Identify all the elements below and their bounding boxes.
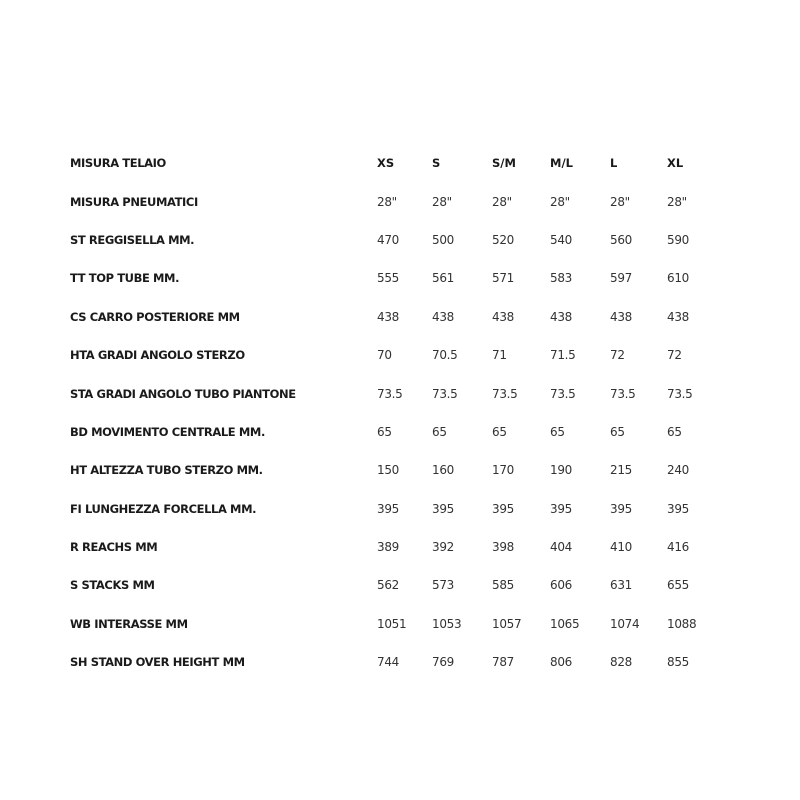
row-label: R REACHS MM xyxy=(70,540,158,555)
cell-value: 1088 xyxy=(667,616,697,631)
cell-value: 573 xyxy=(432,578,455,593)
cell-value: 438 xyxy=(550,309,573,324)
cell-value: 1053 xyxy=(432,616,462,631)
row-label: TT TOP TUBE MM. xyxy=(70,271,180,286)
cell-value: 395 xyxy=(492,501,515,516)
cell-value: 65 xyxy=(492,424,507,439)
cell-value: 73.5 xyxy=(550,386,576,401)
row-label: CS CARRO POSTERIORE MM xyxy=(70,309,240,324)
table-row xyxy=(70,413,750,451)
cell-value: 438 xyxy=(492,309,515,324)
row-label: MISURA PNEUMATICI xyxy=(70,194,198,209)
cell-value: 520 xyxy=(492,232,515,247)
size-heading-s: S xyxy=(432,156,441,171)
table-row xyxy=(70,528,750,566)
cell-value: 389 xyxy=(377,540,400,555)
row-label: STA GRADI ANGOLO TUBO PIANTONE xyxy=(70,386,296,401)
cell-value: 28" xyxy=(377,194,397,209)
cell-value: 65 xyxy=(432,424,447,439)
table-row xyxy=(70,374,750,412)
row-label: SH STAND OVER HEIGHT MM xyxy=(70,655,245,670)
size-heading-l: L xyxy=(610,156,618,171)
cell-value: 65 xyxy=(377,424,392,439)
cell-value: 395 xyxy=(667,501,690,516)
cell-value: 583 xyxy=(550,271,573,286)
cell-value: 150 xyxy=(377,463,400,478)
cell-value: 70.5 xyxy=(432,348,458,363)
cell-value: 416 xyxy=(667,540,690,555)
cell-value: 65 xyxy=(667,424,682,439)
cell-value: 585 xyxy=(492,578,515,593)
cell-value: 855 xyxy=(667,655,690,670)
cell-value: 28" xyxy=(550,194,570,209)
table-header-row xyxy=(70,144,750,182)
table-row xyxy=(70,643,750,681)
cell-value: 240 xyxy=(667,463,690,478)
cell-value: 28" xyxy=(432,194,452,209)
cell-value: 1051 xyxy=(377,616,407,631)
cell-value: 561 xyxy=(432,271,455,286)
cell-value: 655 xyxy=(667,578,690,593)
cell-value: 562 xyxy=(377,578,400,593)
cell-value: 73.5 xyxy=(610,386,636,401)
cell-value: 73.5 xyxy=(377,386,403,401)
table-row xyxy=(70,566,750,604)
table-row xyxy=(70,490,750,528)
cell-value: 170 xyxy=(492,463,515,478)
cell-value: 65 xyxy=(550,424,565,439)
cell-value: 631 xyxy=(610,578,633,593)
cell-value: 1074 xyxy=(610,616,640,631)
cell-value: 190 xyxy=(550,463,573,478)
cell-value: 28" xyxy=(667,194,687,209)
cell-value: 438 xyxy=(432,309,455,324)
cell-value: 744 xyxy=(377,655,400,670)
row-label: ST REGGISELLA MM. xyxy=(70,232,195,247)
cell-value: 72 xyxy=(667,348,682,363)
table-row xyxy=(70,182,750,220)
cell-value: 540 xyxy=(550,232,573,247)
cell-value: 404 xyxy=(550,540,573,555)
cell-value: 392 xyxy=(432,540,455,555)
geometry-table xyxy=(70,144,750,681)
cell-value: 560 xyxy=(610,232,633,247)
cell-value: 160 xyxy=(432,463,455,478)
cell-value: 438 xyxy=(377,309,400,324)
row-label: BD MOVIMENTO CENTRALE MM. xyxy=(70,424,265,439)
cell-value: 395 xyxy=(550,501,573,516)
cell-value: 395 xyxy=(610,501,633,516)
row-label: HT ALTEZZA TUBO STERZO MM. xyxy=(70,463,263,478)
cell-value: 500 xyxy=(432,232,455,247)
table-row xyxy=(70,259,750,297)
cell-value: 470 xyxy=(377,232,400,247)
size-heading-xl: XL xyxy=(667,156,684,171)
cell-value: 828 xyxy=(610,655,633,670)
cell-value: 1065 xyxy=(550,616,580,631)
table-row xyxy=(70,605,750,643)
cell-value: 395 xyxy=(432,501,455,516)
cell-value: 28" xyxy=(492,194,512,209)
cell-value: 438 xyxy=(667,309,690,324)
cell-value: 1057 xyxy=(492,616,522,631)
cell-value: 597 xyxy=(610,271,633,286)
size-heading-ml: M/L xyxy=(550,156,573,171)
cell-value: 70 xyxy=(377,348,392,363)
cell-value: 555 xyxy=(377,271,400,286)
cell-value: 215 xyxy=(610,463,633,478)
cell-value: 610 xyxy=(667,271,690,286)
size-heading-sm: S/M xyxy=(492,156,516,171)
cell-value: 71 xyxy=(492,348,507,363)
cell-value: 806 xyxy=(550,655,573,670)
cell-value: 65 xyxy=(610,424,625,439)
table-row xyxy=(70,336,750,374)
cell-value: 606 xyxy=(550,578,573,593)
cell-value: 71.5 xyxy=(550,348,576,363)
row-label: HTA GRADI ANGOLO STERZO xyxy=(70,348,245,363)
cell-value: 395 xyxy=(377,501,400,516)
cell-value: 571 xyxy=(492,271,515,286)
frame-size-heading: MISURA TELAIO xyxy=(70,156,166,171)
cell-value: 410 xyxy=(610,540,633,555)
cell-value: 28" xyxy=(610,194,630,209)
size-heading-xs: XS xyxy=(377,156,395,171)
cell-value: 73.5 xyxy=(667,386,693,401)
table-row xyxy=(70,298,750,336)
cell-value: 590 xyxy=(667,232,690,247)
cell-value: 73.5 xyxy=(492,386,518,401)
cell-value: 398 xyxy=(492,540,515,555)
cell-value: 73.5 xyxy=(432,386,458,401)
cell-value: 438 xyxy=(610,309,633,324)
table-row xyxy=(70,221,750,259)
cell-value: 72 xyxy=(610,348,625,363)
cell-value: 769 xyxy=(432,655,455,670)
table-row xyxy=(70,451,750,489)
row-label: WB INTERASSE MM xyxy=(70,616,188,631)
row-label: FI LUNGHEZZA FORCELLA MM. xyxy=(70,501,257,516)
row-label: S STACKS MM xyxy=(70,578,155,593)
cell-value: 787 xyxy=(492,655,515,670)
